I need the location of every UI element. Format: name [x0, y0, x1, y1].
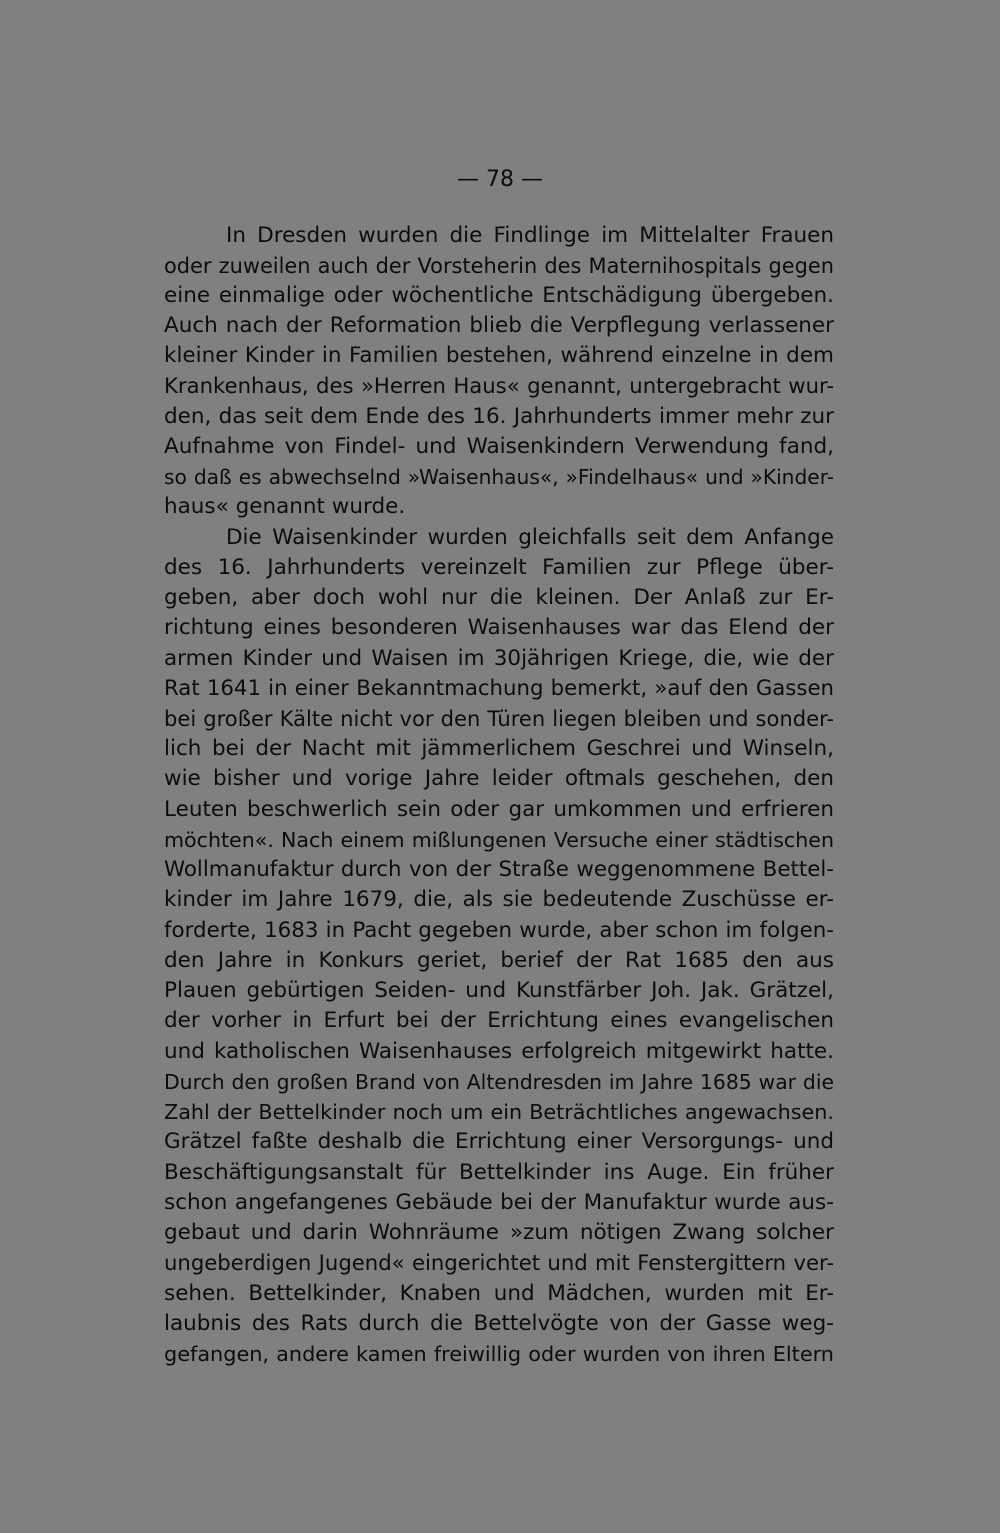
text-line: den, das seit dem Ende des 16. Jahrhunderts immer mehr zur	[164, 404, 834, 429]
text-line: Wollmanufaktur durch von der Straße weggenommene Bettel-	[164, 857, 834, 882]
text-line: bei großer Kälte nicht vor den Türen liegen bleiben und sonder-	[164, 706, 834, 731]
text-line: laubnis des Rats durch die Bettelvögte von der Gasse weg-	[164, 1311, 834, 1336]
text-line: armen Kinder und Waisen im 30jährigen Kriege, die, wie der	[164, 646, 834, 671]
text-line: forderte, 1683 in Pacht gegeben wurde, aber schon im folgen-	[164, 918, 834, 943]
text-line: Auch nach der Reformation blieb die Verpflegung verlassener	[164, 313, 834, 338]
text-line: geben, aber doch wohl nur die kleinen. Der Anlaß zur Er-	[164, 585, 834, 610]
text-line: den Jahre in Konkurs geriet, berief der Rat 1685 den aus	[164, 948, 834, 973]
text-line: möchten«. Nach einem mißlungenen Versuche einer städtischen	[164, 828, 834, 852]
text-line: In Dresden wurden die Findlinge im Mittelalter Frauen	[226, 223, 834, 248]
text-line: so daß es abwechselnd »Waisenhaus«, »Findelhaus« und »Kinder-	[164, 465, 834, 489]
text-line: Krankenhaus, des »Herren Haus« genannt, untergebracht wur-	[164, 373, 834, 398]
text-line: sehen. Bettelkinder, Knaben und Mädchen, wurden mit Er-	[164, 1281, 834, 1306]
text-line: oder zuweilen auch der Vorsteherin des Maternihospitals gegen	[164, 254, 834, 278]
text-line: Grätzel faßte deshalb die Errichtung einer Versorgungs- und	[164, 1129, 834, 1154]
text-line: Plauen gebürtigen Seiden- und Kunstfärber Joh. Jak. Grätzel,	[164, 978, 834, 1003]
page-number: — 78 —	[457, 167, 543, 192]
text-line: Aufnahme von Findel- und Waisenkindern Verwendung fand,	[164, 434, 834, 459]
text-line: Beschäftigungsanstalt für Bettelkinder ins Auge. Ein früher	[164, 1160, 834, 1185]
text-line: Die Waisenkinder wurden gleichfalls seit dem Anfange	[226, 525, 834, 550]
text-line: lich bei der Nacht mit jämmerlichem Geschrei und Winseln,	[164, 736, 834, 761]
text-line: haus« genannt wurde.	[164, 494, 406, 519]
text-line: Rat 1641 in einer Bekanntmachung bemerkt, »auf den Gassen	[164, 676, 834, 701]
text-line: gebaut und darin Wohnräume »zum nötigen Zwang solcher	[164, 1220, 834, 1245]
text-line: ungeberdigen Jugend« eingerichtet und mit Fenstergittern ver-	[164, 1250, 834, 1275]
text-line: kinder im Jahre 1679, die, als sie bedeutende Zuschüsse er-	[164, 887, 834, 912]
text-line: gefangen, andere kamen freiwillig oder wurden von ihren Eltern	[164, 1342, 834, 1366]
text-line: des 16. Jahrhunderts vereinzelt Familien zur Pflege über-	[164, 555, 834, 580]
text-line: schon angefangenes Gebäude bei der Manufaktur wurde aus-	[164, 1190, 834, 1215]
text-line: richtung eines besonderen Waisenhauses war das Elend der	[164, 615, 834, 640]
text-line: Durch den großen Brand von Altendresden im Jahre 1685 war die	[164, 1070, 834, 1094]
text-line: wie bisher und vorige Jahre leider oftmals geschehen, den	[164, 766, 834, 791]
text-line: Zahl der Bettelkinder noch um ein Beträchtliches angewachsen.	[164, 1100, 834, 1124]
text-line: kleiner Kinder in Familien bestehen, während einzelne in dem	[164, 343, 834, 368]
text-line: der vorher in Erfurt bei der Errichtung eines evangelischen	[164, 1008, 834, 1033]
text-line: eine einmalige oder wöchentliche Entschädigung übergeben.	[164, 283, 834, 308]
text-line: und katholischen Waisenhauses erfolgreich mitgewirkt hatte.	[164, 1039, 834, 1064]
text-line: Leuten beschwerlich sein oder gar umkommen und erfrieren	[164, 797, 834, 822]
